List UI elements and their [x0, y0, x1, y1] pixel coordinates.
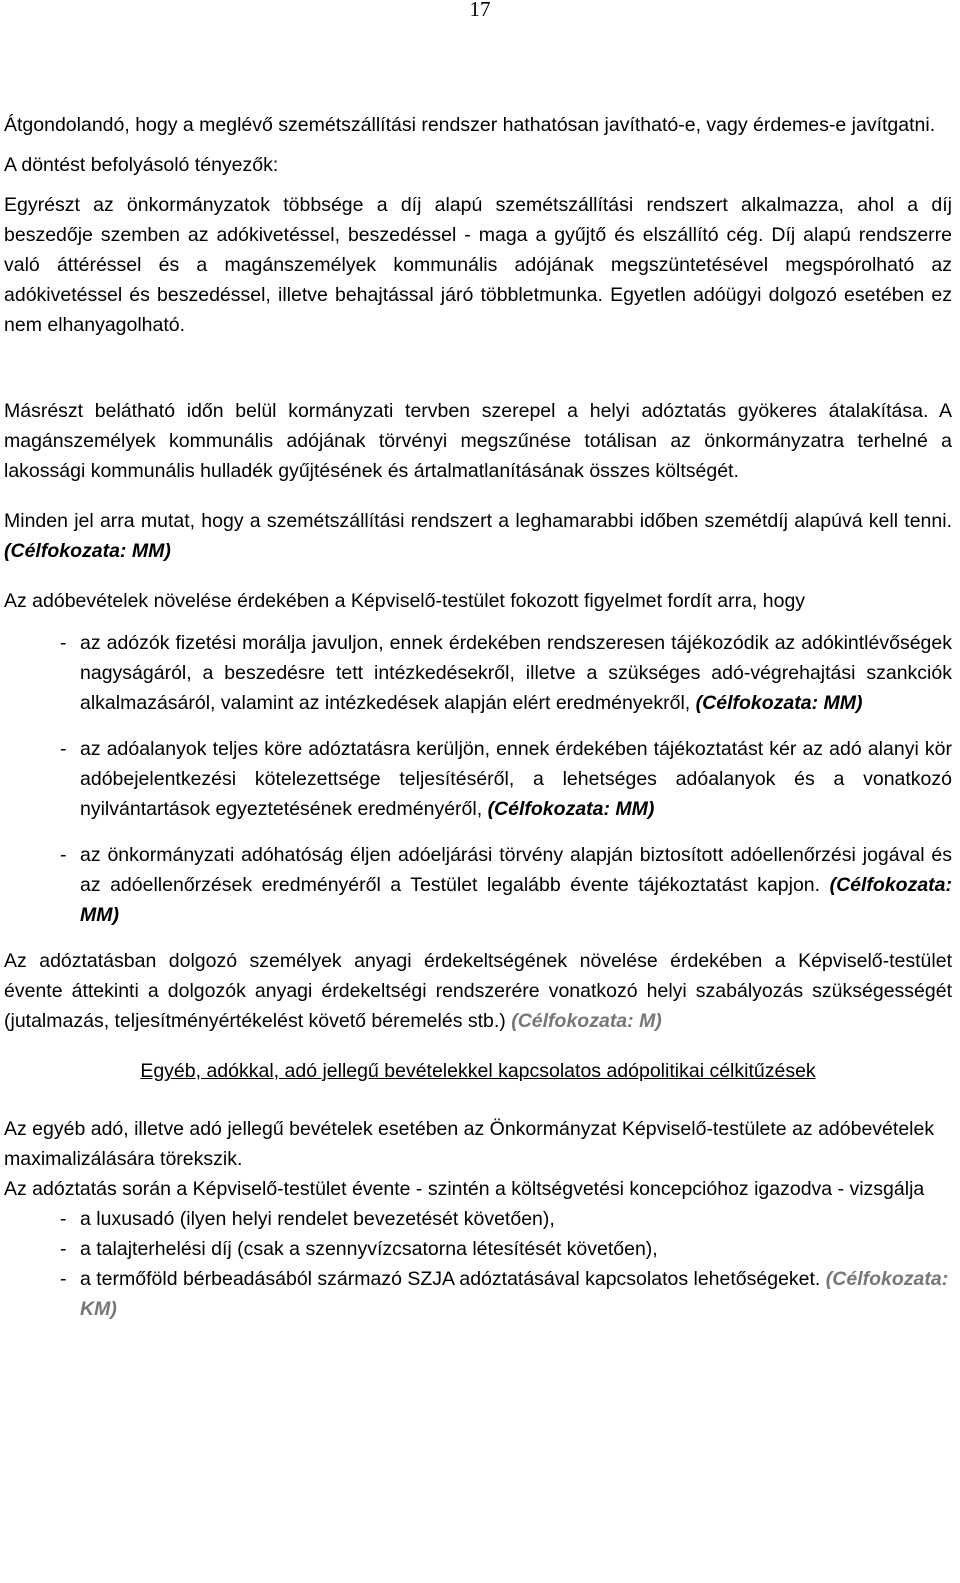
document-body	[4, 110, 952, 1324]
paragraph-first-factor: Egyrészt az önkormányzatok többsége a díj alapú szemétszállítási rendszert alkalmazza, ahol a díj beszedője szemben az adókivetéssel, beszedéssel - maga a gyűjtő és elszállító cég. Díj alapú rendszerre való áttéréssel és a magánszemélyek kommunális adójának megszüntetésével megspórolható az adókivetéssel és beszedéssel, illetve behajtással járó többletmunka. Egyetlen adóügyi dolgozó esetében ez nem elhanyagolható.	[4, 194, 952, 336]
tax-measures-list	[4, 628, 952, 930]
bullet-dash: -	[60, 844, 67, 866]
paragraph-other-taxes: Az egyéb adó, illetve adó jellegű bevételek esetében az Önkormányzat Képviselő-testülete az adóbevételek maximalizálására törekszik.	[4, 1118, 935, 1170]
list-item-text: az önkormányzati adóhatóság éljen adóeljárási törvény alapján biztosított adóellenőrzési jogával és az adóellenőrzések eredményéről a Testület legalább évente tájékoztatást kapjon.	[80, 844, 952, 896]
section-heading: Egyéb, adókkal, adó jellegű bevételekkel kapcsolatos adópolitikai célkitűzések	[140, 1060, 816, 1082]
review-items-list	[4, 1204, 952, 1324]
paragraph-staff-incentives-text: Az adóztatásban dolgozó személyek anyagi érdekeltségének növelése érdekében a Képviselő-testület évente áttekinti a dolgozók anyagi érdekeltségi rendszerére vonatkozó helyi szabályozás szükségességét (jutalmazás, teljesítményértékelést követő béremelés stb.)	[4, 950, 952, 1032]
goal-level-label: (Célfokozata: MM)	[487, 798, 655, 820]
paragraph-tax-revenue: Az adóbevételek növelése érdekében a Képviselő-testület fokozott figyelmet fordít arra, hogy	[4, 590, 806, 612]
goal-level-label: (Célfokozata: KM)	[80, 1268, 949, 1320]
list-item	[4, 1264, 952, 1324]
paragraph-conclusion-text: Minden jel arra mutat, hogy a szemétszállítási rendszert a leghamarabbi időben szemétdíj alapúvá kell tenni.	[4, 510, 952, 532]
list-item	[4, 1204, 952, 1234]
paragraph-annual-review: Az adóztatás során a Képviselő-testület évente - szintén a költségvetési koncepcióhoz igazodva - vizsgálja	[4, 1178, 925, 1200]
list-item-text: az adóalanyok teljes köre adóztatásra kerüljön, ennek érdekében tájékoztatást kér az adó alanyi kör adóbejelentkezési kötelezettsége teljesítéséről, a lehetséges adóalanyok és a vonatkozó nyilvántartások egyeztetésének eredményéről,	[80, 738, 952, 820]
bullet-dash: -	[60, 1208, 67, 1230]
list-item	[4, 1234, 952, 1264]
list-item-text: az adózók fizetési morálja javuljon, ennek érdekében rendszeresen tájékozódik az adókintlévőségek nagyságáról, a beszedésre tett intézkedésekről, illetve a szükséges adó-végrehajtási szankciók alkalmazásáról, valamint az intézkedések alapján elért eredményekről,	[80, 632, 952, 714]
goal-level-label: (Célfokozata: MM)	[695, 692, 863, 714]
list-item-text: a talajterhelési díj (csak a szennyvízcsatorna létesítését követően),	[80, 1238, 658, 1260]
bullet-dash: -	[60, 738, 67, 760]
bullet-dash: -	[60, 632, 67, 654]
bullet-dash: -	[60, 1238, 67, 1260]
factors-title: A döntést befolyásoló tényezők:	[4, 154, 279, 176]
goal-level-label: (Célfokozata: MM)	[80, 874, 953, 926]
paragraph-second-factor: Másrészt belátható időn belül kormányzati tervben szerepel a helyi adóztatás gyökeres átalakítása. A magánszemélyek kommunális adójának törvényi megszűnése totálisan az önkormányzatra terhelné a lakossági kommunális hulladék gyűjtésének és ártalmatlanításának összes költségét.	[4, 400, 952, 482]
paragraph-staff-incentives	[4, 946, 952, 1036]
list-item	[4, 734, 952, 824]
intro-paragraph: Átgondolandó, hogy a meglévő szemétszállítási rendszer hathatósan javítható-e, vagy érdemes-e javítgatni.	[4, 114, 936, 136]
list-item-text: a termőföld bérbeadásából származó SZJA adóztatásával kapcsolatos lehetőségeket.	[80, 1268, 821, 1290]
list-item	[4, 840, 952, 930]
goal-level-label: (Célfokozata: M)	[511, 1010, 662, 1032]
list-item	[4, 628, 952, 718]
paragraph-conclusion	[4, 506, 952, 566]
bullet-dash: -	[60, 1268, 67, 1290]
page-number: 17	[469, 0, 491, 21]
goal-level-label: (Célfokozata: MM)	[4, 540, 171, 562]
list-item-text: a luxusadó (ilyen helyi rendelet bevezetését követően),	[80, 1208, 555, 1230]
